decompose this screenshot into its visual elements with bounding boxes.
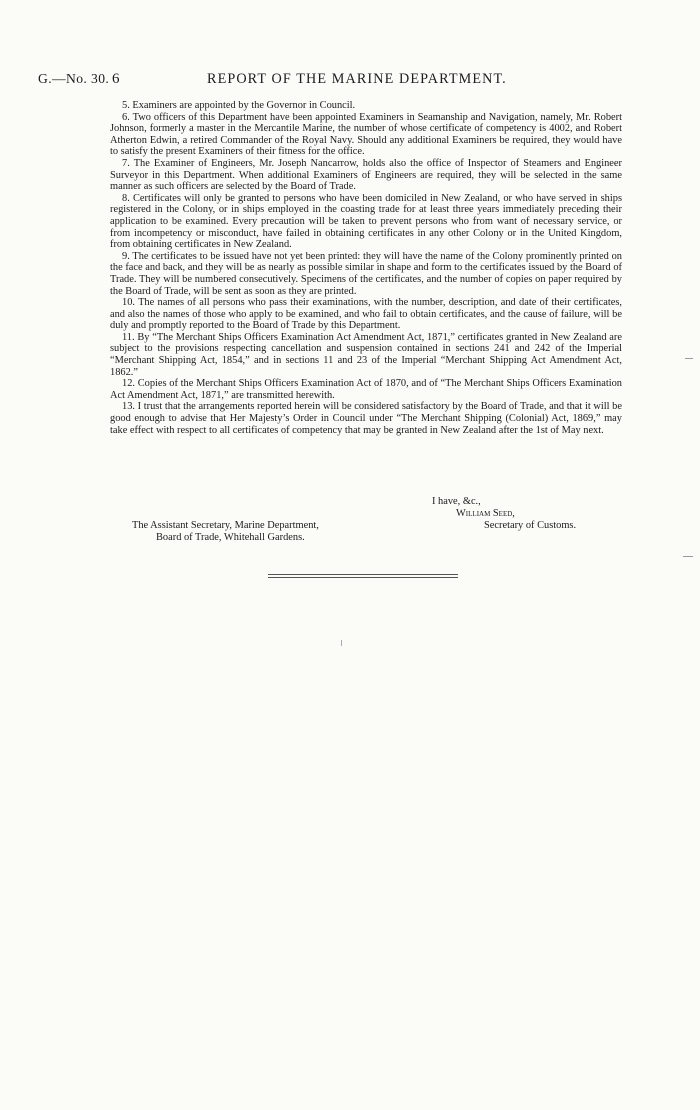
paragraph-9: 9. The certificates to be issued have not yet been printed: they will have the name of the Colony prominently printed on the face and back, and they will be as nearly as possible similar in shape and form to the certificates issued by the Board of Trade. They will be numbered consecutively. Specimens of the certificates, and the number of copies on paper required by the Board of Trade, will be sent as soon as they are printed. (110, 250, 622, 297)
margin-mark (683, 556, 693, 557)
paper-speck (341, 640, 342, 646)
paragraph-7: 7. The Examiner of Engineers, Mr. Joseph Nancarrow, holds also the office of Inspector of Steamers and Engineer Surveyor in this Department. When additional Examiners of Engineers are required, they will be selected in the same manner as such officers are selected by the Board of Trade. (110, 157, 622, 193)
paragraph-5: 5. Examiners are appointed by the Governor in Council. (122, 100, 356, 111)
paragraph-11: 11. By “The Merchant Ships Officers Examination Act Amendment Act, 1871,” certificates granted in New Zealand are subject to the provisions respecting cancellation and suspension contained in sections 241 and 242 of the Imperial “Merchant Shipping Act, 1854,” and in sections 11 and 23 of the Imperial “Merchant Shipping Act Amendment Act, 1862.” (110, 331, 622, 378)
salutation: I have, &c., (432, 496, 481, 507)
signatory-name: William Seed, (456, 508, 515, 519)
letter-body (110, 100, 622, 436)
page-number: 6 (112, 71, 120, 87)
signatory-title: Secretary of Customs. (484, 520, 577, 531)
rule-line-bottom (268, 577, 458, 578)
closing-rule (268, 574, 458, 578)
document-reference: G.—No. 30. (38, 71, 110, 86)
letter-closing (110, 496, 622, 546)
addressee-line-2: Board of Trade, Whitehall Gardens. (156, 532, 305, 543)
running-header (38, 71, 650, 91)
paragraph-10: 10. The names of all persons who pass their examinations, with the number, description, and date of their certificates, and also the names of those who apply to be examined, and who fail to obtain certificates, and the cause of failure, will be duly and promptly reported to the Board of Trade by this Department. (110, 297, 622, 332)
paragraph-6: 6. Two officers of this Department have been appointed Examiners in Seamanship and Navigation, namely, Mr. Robert Johnson, formerly a master in the Mercantile Marine, the number of whose certificate of competency is 4002, and Robert Atherton Edwin, a retired Commander of the Royal Navy. Should any additional Examiners be required, they would have to satisfy the present Examiners of their fitness for the office. (110, 111, 622, 158)
paragraph-8: 8. Certificates will only be granted to persons who have been domiciled in New Zealand, or who have served in ships registered in the Colony, or in ships employed in the coasting trade for at least three years immediately preceding their application to be examined. Every precaution will be taken to prevent persons who from want of necessary service, or from incompetency or misconduct, have failed in obtaining certificates in any other Colony or in the United Kingdom, from obtaining certificates in New Zealand. (110, 192, 622, 251)
rule-line-top (268, 574, 458, 575)
page-title: REPORT OF THE MARINE DEPARTMENT. (207, 71, 507, 87)
addressee-line-1: The Assistant Secretary, Marine Department, (132, 520, 319, 531)
margin-mark (685, 358, 693, 359)
paragraph-13: 13. I trust that the arrangements reported herein will be considered satisfactory by the Board of Trade, and that it will be good enough to advise that Her Majesty’s Order in Council under “The Merchant Shipping (Colonial) Act, 1869,” may take effect with respect to all certificates of competency that may be granted in New Zealand after the 1st of May next. (110, 401, 622, 436)
paragraph-12: 12. Copies of the Merchant Ships Officers Examination Act of 1870, and of “The Merchant Ships Officers Examination Act Amendment Act, 1871,” are transmitted herewith. (110, 378, 622, 401)
